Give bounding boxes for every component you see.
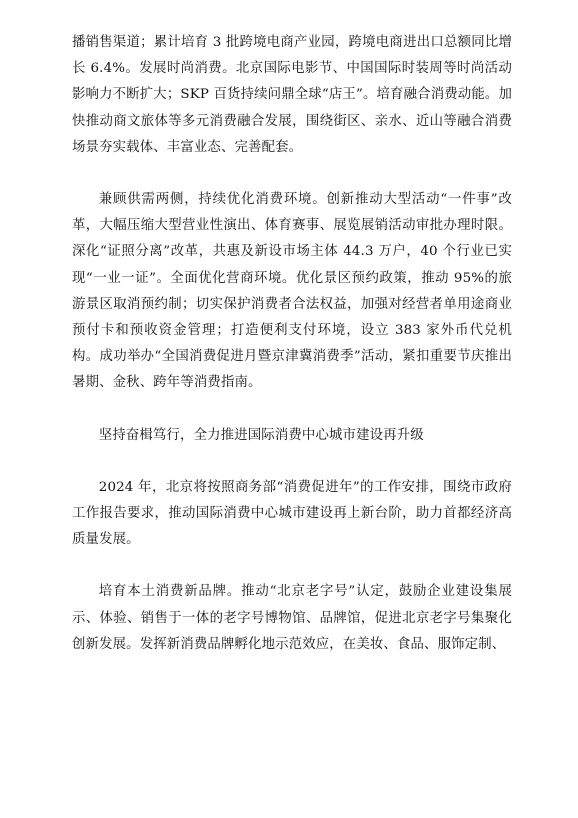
paragraph-2024-plan: 2024 年，北京将按照商务部“消费促进年”的工作安排，围绕市政府工作报告要求，推动国际消费中心城市建设再上新台阶，助力首都经济高质量发展。 (72, 479, 512, 548)
document-page (72, 30, 512, 658)
section-heading: 坚持奋楫笃行，全力推进国际消费中心城市建设再升级 (98, 427, 424, 443)
paragraph-consumption-environment: 兼顾供需两侧，持续优化消费环境。创新推动大型活动“一件事”改革，大幅压缩大型营业性演出、体育赛事、展览展销活动审批办理时限。深化“证照分离”改革，共惠及新设市场主体 44.3 万户，40 个行业已实现“一业一证”。全面优化营商环境。优化景区预约政策，推动 95%的旅游景区取消预约制；切实保护消费者合法权益，加强对经营者单用途商业预付卡和预收资金管理；打造便利支付环境，设立 383 家外币代兑机构。成功举办“全国消费促进月暨京津冀消费季”活动，紧扣重要节庆推出暑期、金秋、跨年等消费指南。 (72, 192, 512, 391)
paragraph-local-brands: 培育本土消费新品牌。推动“北京老字号”认定，鼓励企业建设集展示、体验、销售于一体的老字号博物馆、品牌馆，促进北京老字号集聚化创新发展。发挥新消费品牌孵化地示范效应，在美妆、食品、服饰定制、 (72, 584, 512, 652)
paragraph-cross-border-fashion: 播销售渠道；累计培育 3 批跨境电商产业园，跨境电商进出口总额同比增长 6.4%。发展时尚消费。北京国际电影节、中国国际时装周等时尚活动影响力不断扩大；SKP 百货持续问鼎全球“店王”。培育融合消费动能。加快推动商文旅体等多元消费融合发展，围绕街区、亲水、近山等融合消费场景夯实载体、丰富业态、完善配套。 (72, 35, 512, 155)
